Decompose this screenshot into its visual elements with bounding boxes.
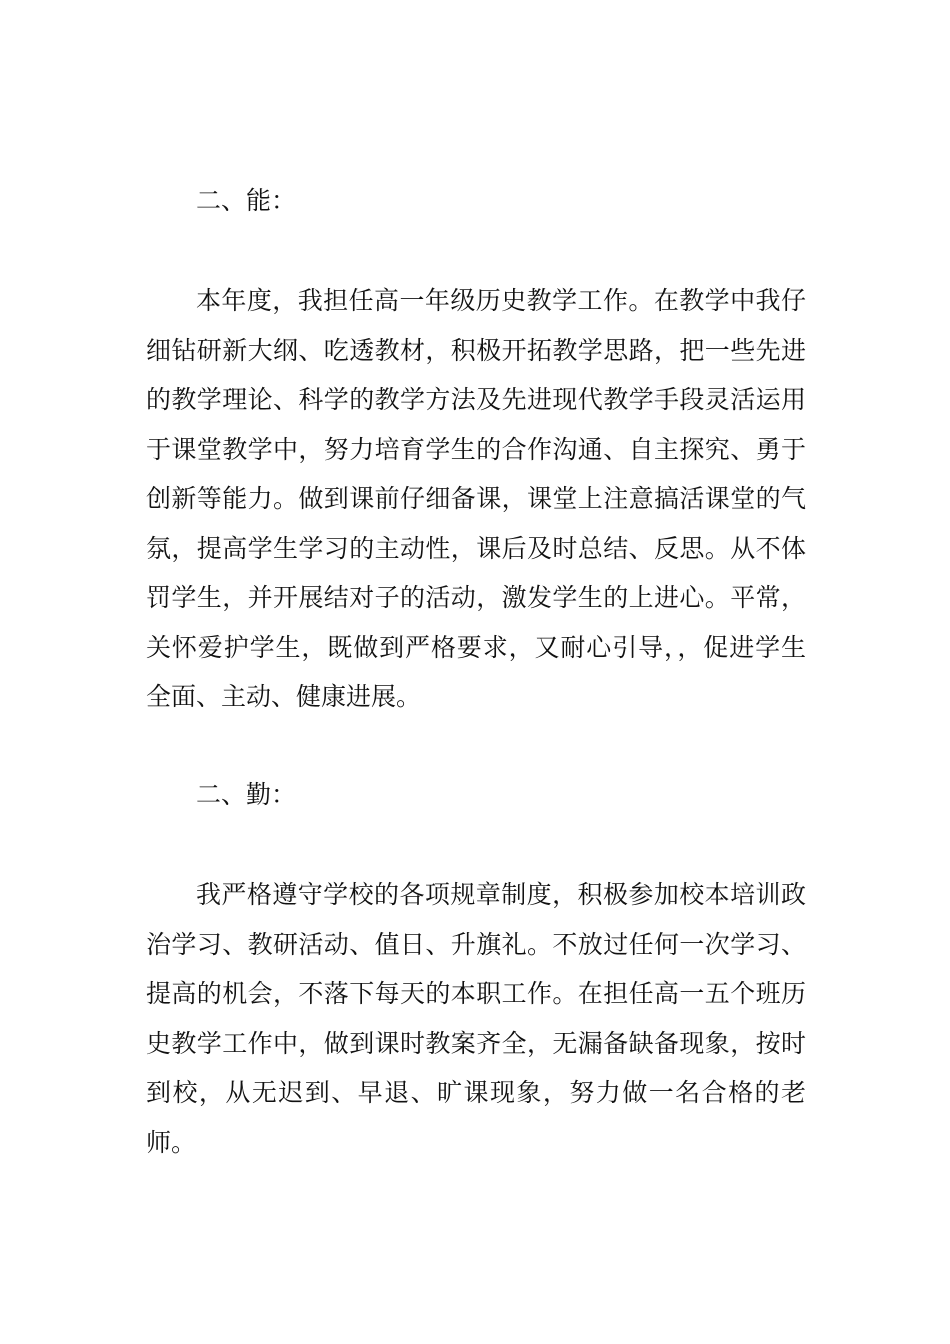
section-paragraph-diligence: 我严格遵守学校的各项规章制度，积极参加校本培训政治学习、教研活动、值日、升旗礼。不放过任何一次学习、提高的机会，不落下每天的本职工作。在担任高一五个班历史教学工作中，做到课时教案齐全，无漏备缺备现象，按时到校，从无迟到、早退、旷课现象，努力做一名合格的老师。: [146, 880, 806, 1157]
section-heading-diligence: 二、勤：: [196, 780, 297, 809]
section-heading-ability: 二、能：: [196, 186, 297, 215]
section-paragraph-ability: 本年度，我担任高一年级历史教学工作。在教学中我仔细钻研新大纲、吃透教材，积极开拓教学思路，把一些先进的教学理论、科学的教学方法及先进现代教学手段灵活运用于课堂教学中，努力培育学生的合作沟通、自主探究、勇于创新等能力。做到课前仔细备课，课堂上注意搞活课堂的气氛，提高学生学习的主动性，课后及时总结、反思。从不体罚学生，并开展结对子的活动，激发学生的上进心。平常，关怀爱护学生，既做到严格要求，又耐心引导，，促进学生全面、主动、健康进展。: [146, 286, 806, 711]
